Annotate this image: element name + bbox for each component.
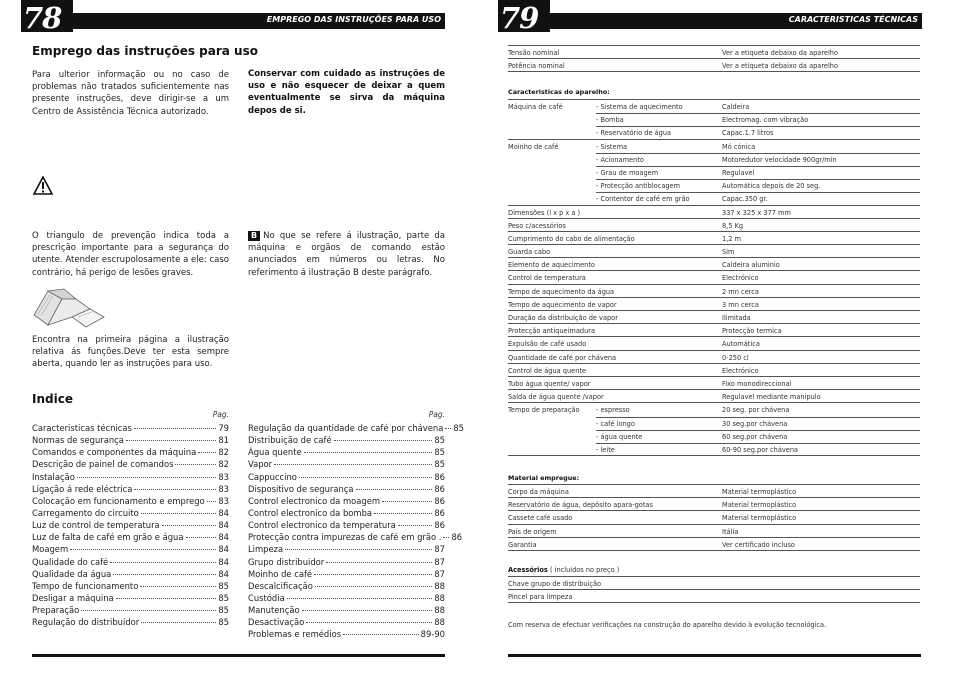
index-entry-page: 85 [434, 459, 445, 470]
spec-label: Corpo da máquina [508, 488, 569, 496]
spec-row [508, 390, 920, 403]
header-bar [550, 13, 922, 29]
spec-row [508, 485, 920, 498]
spec-sublabel: - Bomba [596, 116, 624, 125]
header-title: CARACTERISTICAS TÉCNICAS [788, 15, 918, 24]
index-entry [32, 580, 229, 592]
spec-row [508, 153, 920, 166]
index-leader-dots [274, 464, 432, 465]
spec-label: Expulsão de café usado [508, 340, 587, 349]
index-entry-title: Vapor [248, 459, 273, 470]
spec-value: Capac.1.7 litros [722, 129, 774, 138]
index-entry-page: 85 [434, 447, 445, 458]
spec-value: 60-90 seg.por chávena [722, 445, 799, 454]
index-entry-title: Comandos e componentes da máquina [32, 447, 197, 458]
index-entry [248, 531, 463, 543]
footer-bar [508, 654, 921, 657]
index-entry-page: 85 [218, 605, 229, 616]
spec-label: Garantia [508, 540, 537, 549]
spec-row [508, 46, 920, 59]
spec-value: 20 seg. por chávena [722, 406, 790, 415]
index-entry-title: Descrição de painel de comandos [32, 459, 174, 470]
index-leader-dots [77, 477, 216, 478]
index-leader-dots [186, 537, 217, 538]
spec-label: Control de temperatura [508, 274, 586, 283]
index-entry [248, 507, 445, 519]
spec-row [508, 538, 920, 551]
index-entry-title: Regulação do distribuidor [32, 617, 140, 628]
index-entry-title: Problemas e remédios [248, 629, 342, 640]
triangle-paragraph: O triangulo de prevenção indica toda a prescrição importante para a segurança do utente. Atender escrupolosamente a ele: caso contrário, há perigo de lesões graves. [32, 231, 229, 278]
index-entry [248, 616, 445, 628]
index-entry [32, 458, 229, 470]
index-leader-dots [398, 525, 433, 526]
index-leader-dots [198, 452, 216, 453]
spec-sublabel: - Sistema de aquecimento [596, 103, 683, 111]
spec-value: Material termoplástico [722, 514, 797, 523]
index-entry-title: Control electronico da temperatura [248, 520, 396, 531]
spec-label: País de origem [508, 527, 557, 536]
spec-row [508, 126, 920, 139]
spec-value: Material termoplástico [722, 501, 797, 510]
index-entry-page: 79 [218, 423, 229, 433]
index-entry-page: 86 [434, 483, 445, 494]
index-entry [32, 616, 229, 628]
index-leader-dots [141, 513, 217, 514]
footer-note: Com reserva de efectuar verificações na construção do aparelho devido à evolução tecnológica. [508, 621, 827, 629]
index-entry-page: 84 [218, 544, 229, 555]
page-number: 78 [23, 1, 62, 35]
spec-label: Pincel para limpeza [508, 593, 573, 602]
index-entry-page: 85 [218, 592, 229, 603]
index-leader-dots [304, 452, 433, 453]
index-leader-dots [116, 598, 217, 599]
spec-row [508, 100, 920, 113]
spec-sublabel: - Acionamento [596, 155, 644, 164]
index-leader-dots [443, 537, 449, 538]
spec-value: Caldeira [722, 103, 750, 111]
index-entry [32, 507, 229, 519]
spec-value: Material termoplástico [722, 488, 797, 496]
spec-sublabel: - café longo [596, 419, 635, 428]
spec-row [508, 179, 920, 192]
spec-value: Ver certificado incluso [722, 540, 795, 549]
folded-booklet-icon [32, 287, 108, 331]
index-leader-dots [287, 598, 433, 599]
index-entry-title: Dispositivo de segurança [248, 483, 354, 494]
first-page-paragraph: Encontra na primeira página a ilustração relativa ás funções.Deve ter esta sempre aberta, quando ler as instruções para uso. [32, 335, 229, 370]
spec-value: 30 seg.por chávena [722, 419, 788, 428]
index-entry [32, 495, 229, 507]
spec-value: Electrónico [722, 366, 759, 375]
index-entry [248, 580, 445, 592]
spec-value: Protecção termica [722, 327, 782, 336]
index-entry-page: 81 [218, 435, 229, 446]
warning-triangle-icon [33, 176, 53, 195]
index-entry-page: 84 [218, 507, 229, 518]
index-entry-title: Preparação [32, 605, 80, 616]
spec-label: Moinho de café [508, 142, 559, 151]
index-entry-title: Moinho de café [248, 568, 313, 579]
index-leader-dots [141, 622, 216, 623]
spec-value: 8,5 Kg [722, 221, 744, 230]
index-entry-title: Descalcificação [248, 580, 313, 591]
spec-label: Máquina de café [508, 103, 563, 111]
spec-value: 337 x 325 x 377 mm [722, 208, 791, 217]
index-leader-dots [285, 549, 432, 550]
index-entry [248, 422, 465, 434]
index-leader-dots [126, 440, 216, 441]
spec-row [508, 206, 920, 219]
index-entry [32, 422, 229, 434]
accessories-note: ( incluidos no preço ) [547, 566, 620, 574]
index-entry-title: Desligar a máquina [32, 592, 114, 603]
spec-sublabel: - espresso [596, 406, 630, 415]
index-entry-title: Qualidade do café [32, 556, 109, 567]
index-entry-page: 86 [434, 471, 445, 482]
spec-value: Ver a etiqueta debaixo da aparelho [722, 49, 839, 57]
spec-value: Motoredutor velocidade 900gr/min [722, 155, 837, 164]
index-leader-dots [302, 610, 433, 611]
index-entry-page: 83 [218, 471, 229, 482]
index-entry-title: Grupo distribuidor [248, 556, 325, 567]
index-entry [32, 519, 229, 531]
index-entry-page: 82 [218, 447, 229, 458]
index-entry [248, 519, 445, 531]
spec-value: Automática depois de 20 seg. [722, 182, 821, 191]
index-entry-page: 82 [218, 459, 229, 470]
index-entry [32, 531, 229, 543]
index-entry [248, 628, 445, 640]
index-entry-page: 84 [218, 556, 229, 567]
spec-sublabel: - Grau de moagem [596, 168, 659, 177]
spec-row [508, 403, 920, 416]
spec-label: Duração da distribuição de vapor [508, 314, 618, 322]
index-entry [248, 568, 445, 580]
spec-row [508, 498, 920, 511]
spec-row [508, 271, 920, 284]
spec-value: Capac.350 gr. [722, 195, 768, 204]
index-pag-label: Pag. [428, 410, 445, 419]
index-entry-page: 83 [218, 483, 229, 494]
illustration-b-text: No que se refere á ilustração, parte da máquina e orgãos de comando estão anunciados em números ou letras. No referimento á ilustração B deste parágrafo. [248, 231, 445, 278]
spec-value: 60 seg.por chávena [722, 432, 788, 441]
index-entry-title: Custódia [248, 592, 285, 603]
features-title: Caracteristicas do aparelho: [508, 88, 610, 96]
accessories-title: Acessórios [508, 566, 548, 574]
spec-label: Chave grupo de distribuição [508, 580, 602, 588]
index-entry-title: Moagem [32, 544, 69, 555]
index-entry-page: 85 [218, 617, 229, 628]
index-leader-dots [326, 562, 432, 563]
spec-row [508, 324, 920, 337]
power-table [508, 45, 920, 72]
index-column-2 [248, 410, 465, 641]
index-leader-dots [382, 501, 432, 502]
spec-row [508, 525, 920, 538]
spec-label: Tempo de preparação [508, 406, 580, 415]
spec-label: Elemento de aquecimento [508, 261, 595, 270]
material-title: Material empregue: [508, 474, 580, 482]
spec-label: Protecção antiqueimadura [508, 327, 595, 336]
index-leader-dots [175, 464, 216, 465]
index-entry-page: 88 [434, 592, 445, 603]
spec-row [508, 113, 920, 126]
spec-row [508, 140, 920, 153]
spec-value: Ver a etiqueta debaixo da aparelho [722, 62, 839, 71]
material-table [508, 484, 920, 551]
index-entry [32, 543, 229, 555]
b-badge: B [248, 231, 260, 241]
index-entry-page: 85 [453, 423, 465, 433]
index-title: Indice [32, 392, 73, 406]
spec-row [508, 298, 920, 311]
index-entry-page: 87 [434, 568, 445, 579]
index-leader-dots [299, 477, 432, 478]
spec-value: Fixo monodireccional [722, 379, 792, 388]
index-leader-dots [343, 634, 419, 635]
index-entry-title: Carregamento do circuito [32, 507, 139, 518]
index-leader-dots [81, 610, 216, 611]
index-entry-page: 84 [218, 532, 229, 543]
spec-label: Peso c/acessórios [508, 221, 566, 230]
index-entry-page: 85 [218, 580, 229, 591]
spec-label: Reservatório de água, depósito apara-gotas [508, 501, 653, 510]
index-leader-dots [306, 622, 432, 623]
conserve-paragraph: Conservar com cuidado as instruções de uso e não esquecer de deixar a quem eventualmente se sirva da máquina depos de si. [248, 69, 445, 116]
header-title: EMPREGO DAS INSTRUÇÕES PARA USO [266, 15, 441, 24]
index-entry-title: Control electronico da bomba [248, 507, 373, 518]
index-leader-dots [315, 586, 432, 587]
spec-sublabel: - Protecção antiblocagem [596, 182, 681, 191]
index-leader-dots [110, 562, 216, 563]
index-leader-dots [140, 586, 216, 587]
spec-sublabel: - Sistema [596, 142, 628, 151]
index-entry-title: Caracteristicas técnicas [32, 423, 132, 433]
features-table [508, 99, 920, 456]
spec-label: Dimensões (l x p x a ) [508, 208, 581, 217]
illustration-b-paragraph [248, 230, 445, 279]
spec-row [508, 192, 920, 205]
section-title: Emprego das instruções para uso [32, 44, 258, 58]
index-leader-dots [314, 574, 432, 575]
spec-row [508, 285, 920, 298]
spec-row [508, 351, 920, 364]
index-entry-page: 87 [434, 556, 445, 567]
spec-sublabel: - água quente [596, 432, 643, 441]
accessories-table [508, 576, 920, 603]
spec-label: Potência nominal [508, 62, 565, 71]
index-entry-page: 88 [434, 605, 445, 616]
page-number: 79 [500, 1, 539, 35]
index-entry-page: 88 [434, 617, 445, 628]
spec-value: Regulavel [722, 168, 755, 177]
index-leader-dots [162, 525, 217, 526]
index-entry-title: Regulação da quantidade de café por chávena [248, 423, 444, 433]
spec-label: Cumprimento do cabo de alimentação [508, 234, 635, 243]
index-leader-dots [356, 489, 433, 490]
index-entry-title: Cappuccino [248, 471, 297, 482]
index-entry [248, 434, 445, 446]
spec-value: 3 mn cerca [722, 300, 759, 309]
spec-label: Tubo água quente/ vapor [508, 379, 591, 388]
index-entry [248, 458, 445, 470]
spec-row [508, 590, 920, 603]
index-entry [32, 556, 229, 568]
spec-row [508, 337, 920, 350]
index-entry [32, 471, 229, 483]
index-entry-title: Luz de control de temperatura [32, 520, 160, 531]
spec-value: Itália [722, 527, 739, 536]
spec-label: Saída de água quente /vapor [508, 393, 604, 402]
index-entry-title: Luz de falta de café em grão e água [32, 532, 184, 543]
intro-paragraph: Para ulterior informação ou no caso de problemas não tratados suficientemente nas presente instruções, deve dirigir-se a um Centro de Assistência Técnica autorizado. [32, 70, 229, 117]
index-entry [248, 483, 445, 495]
index-entry-title: Ligação á rede eléctrica [32, 483, 133, 494]
index-leader-dots [134, 489, 216, 490]
index-entry-page: 83 [218, 495, 229, 506]
index-entry-title: Manutenção [248, 605, 300, 616]
spec-label: Control de água quente [508, 366, 587, 375]
spec-row [508, 245, 920, 258]
spec-value: Mó cónica [722, 142, 756, 151]
spec-row [508, 417, 920, 430]
index-entry-title: Instalação [32, 471, 75, 482]
spec-value: 1,2 m [722, 234, 742, 243]
footer-bar [32, 654, 445, 657]
spec-row [508, 232, 920, 245]
index-leader-dots [207, 501, 217, 502]
spec-sublabel: - leite [596, 445, 615, 454]
spec-row [508, 511, 920, 524]
spec-value: 0-250 cl [722, 353, 749, 362]
spec-row [508, 311, 920, 324]
index-entry-page: 86 [434, 520, 445, 531]
index-entry-title: Distribuição de café [248, 435, 332, 446]
index-entry [32, 434, 229, 446]
index-entry-page: 86 [451, 532, 463, 543]
spec-row [508, 166, 920, 179]
index-entry [248, 543, 445, 555]
spec-sublabel: - Reservatório de água [596, 129, 672, 138]
index-entry-title: Limpeza [248, 544, 284, 555]
spec-sublabel: - Contentor de café em grão [596, 195, 690, 204]
index-entry-page: 86 [434, 507, 445, 518]
index-entry-title: Control electronico da moagem [248, 495, 381, 506]
index-column-1 [32, 410, 229, 628]
spec-value: Regulavel mediante manipulo [722, 393, 821, 402]
spec-value: Sim [722, 248, 735, 257]
spec-label: Tempo de aquecimento de vapor [508, 300, 617, 309]
index-entry [32, 604, 229, 616]
index-entry [248, 556, 445, 568]
index-entry-page: 88 [434, 580, 445, 591]
spec-value: 2 mn cerca [722, 287, 759, 296]
accessories-heading [508, 566, 619, 574]
index-entry-title: Protecção contra impurezas de café em grão . [248, 532, 442, 543]
index-leader-dots [374, 513, 432, 514]
spec-row [508, 258, 920, 271]
spec-label: Guarda cabo [508, 248, 551, 257]
spec-row [508, 59, 920, 72]
spec-label: Cassete café usado [508, 514, 573, 523]
index-entry-page: 87 [434, 544, 445, 555]
spec-value: Electromag. com vibração [722, 116, 809, 125]
spec-label: Quantidade de café por chávena [508, 353, 617, 362]
index-entry-page: 84 [218, 520, 229, 531]
index-entry-page: 86 [434, 495, 445, 506]
right-page [477, 0, 954, 675]
index-entry-title: Colocação em funcionamento e emprego [32, 495, 205, 506]
spec-row [508, 219, 920, 232]
index-entry-page: 84 [218, 568, 229, 579]
header-bar [73, 13, 445, 29]
index-leader-dots [113, 574, 216, 575]
spec-label: Tensão nominal [508, 49, 560, 57]
index-entry-title: Água quente [248, 447, 302, 458]
index-entry [248, 495, 445, 507]
index-entry-title: Tempo de funcionamento [32, 580, 139, 591]
spec-row [508, 364, 920, 377]
index-entry [32, 592, 229, 604]
index-pag-label: Pag. [212, 410, 229, 419]
spec-value: Electrónico [722, 274, 759, 283]
index-entry [248, 592, 445, 604]
index-entry-page: 85 [434, 435, 445, 446]
spec-value: Ilimitada [722, 314, 751, 322]
index-leader-dots [134, 428, 216, 429]
index-entry [32, 446, 229, 458]
index-entry [248, 471, 445, 483]
index-leader-dots [334, 440, 433, 441]
spec-row [508, 430, 920, 443]
spec-label: Tempo de aquecimento da água [508, 287, 615, 296]
index-leader-dots [70, 549, 216, 550]
index-entry [32, 483, 229, 495]
index-entry [248, 604, 445, 616]
index-entry [248, 446, 445, 458]
index-entry-title: Desactivação [248, 617, 305, 628]
index-entry [32, 568, 229, 580]
spec-value: Caldeira aluminio [722, 261, 780, 270]
index-entry-title: Normas de segurança [32, 435, 124, 446]
index-entry-page: 89-90 [420, 629, 445, 640]
index-leader-dots [445, 428, 451, 429]
spec-value: Automática [722, 340, 760, 349]
spec-row [508, 577, 920, 590]
spec-row [508, 443, 920, 456]
index-entry-title: Qualidade da água [32, 568, 112, 579]
spec-row [508, 377, 920, 390]
